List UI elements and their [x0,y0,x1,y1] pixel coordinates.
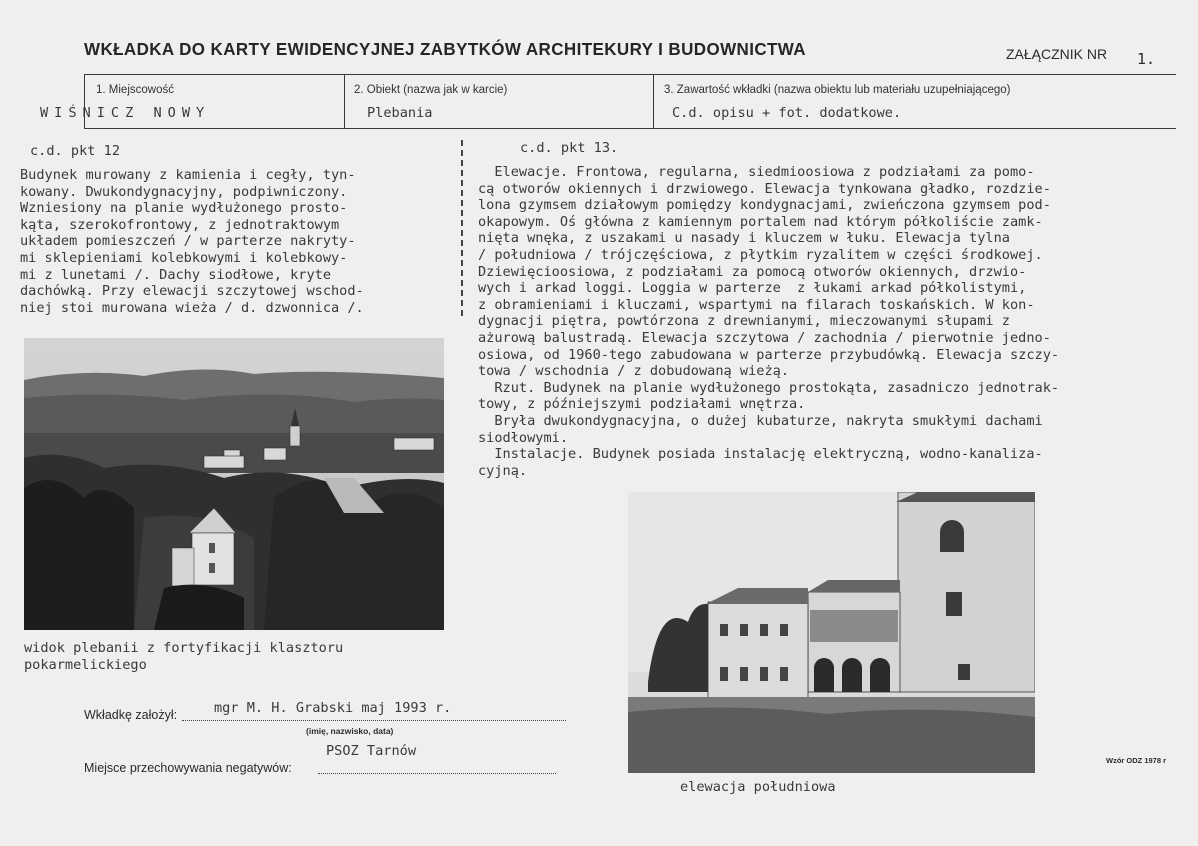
storage-value: PSOZ Tarnów [326,743,417,759]
header-top-rule [84,74,1176,75]
object-label: 2. Obiekt (nazwa jak w karcie) [354,84,508,96]
right-line: lona gzymsem działowym pomiędzy kondygnacjami, zwieńczona gzymsem pod- [478,197,1051,214]
left-line: niej stoi murowana wieża / d. dzwonnica /. [20,299,364,316]
locality-label: 1. Miejscowość [96,84,174,96]
left-line: Wzniesiony na planie wydłużonego prosto- [20,200,348,217]
storage-dotted-line [318,773,556,774]
right-line: Bryła dwukondygnacyjna, o dużej kubaturze, nakryta smukłymi dachami [478,412,1043,429]
column-divider-1 [344,74,345,128]
storage-label: Miejsce przechowywania negatywów: [84,761,292,775]
right-line: wych i arkad loggi. Loggia w parterze z łukami arkad półkolistymi, [478,280,1027,297]
left-line: mi z lunetami /. Dachy siodłowe, kryte [20,266,331,283]
town-view-caption-line1: widok plebanii z fortyfikacji klasztoru [24,640,344,656]
content-value: C.d. opisu + fot. dodatkowe. [672,105,902,121]
column-separator-dashed [461,140,463,316]
right-line: z obramieniami i kluczami, wspartymi na filarach toskańskich. W kon- [478,296,1035,313]
right-line: okapowym. Oś główna z kamiennym portalem nad którym półkoliście zamk- [478,213,1043,230]
right-description-block [478,164,1059,479]
right-line: cyjną. [478,462,528,479]
right-line: / południowa / trójczęściowa, z płytkim ryzalitem w części środkowej. [478,246,1043,263]
right-line: Elewacje. Frontowa, regularna, siedmioosiowa z podziałami za pomo- [478,164,1035,180]
right-line: nięta wnęka, z uszakami u nasady i kluczem w łuku. Elewacja tylna [478,230,1010,247]
founded-dotted-line [182,720,566,721]
object-value: Plebania [367,105,433,121]
left-line: dachówką. Przy elewacji szczytowej wschod- [20,283,364,300]
header-bottom-rule [84,128,1176,129]
right-line: siodłowymi. [478,429,569,446]
south-elevation-photo [628,492,1035,773]
left-line: kąta, szerokofrontowy, z jednotraktowym [20,216,340,233]
right-line: dygnacji piętra, powtórzona z drewnianymi, mieczowanymi słupami z [478,313,1010,330]
left-line: mi sklepieniami kolebkowymi i kolebkowy- [20,249,348,266]
template-note: Wzór ODZ 1978 r [1106,756,1167,765]
right-line: Instalacje. Budynek posiada instalację elektryczną, wodno-kanaliza- [478,446,1043,463]
column-divider-2 [653,74,654,128]
right-line: towy, z późniejszymi podziałami wnętrza. [478,396,806,413]
founded-note: (imię, nazwisko, data) [306,726,394,736]
right-line: towa / wschodnia / z dobudowaną wieżą. [478,363,789,380]
left-line: Budynek murowany z kamienia i cegły, tyn- [20,167,356,183]
right-line: cą otworów okiennych i drzwiowego. Elewacja tynkowana gładko, rozdzie- [478,180,1051,197]
right-line: Rzut. Budynek na planie wydłużonego prostokąta, zasadniczo jednotrak- [478,379,1060,396]
right-line: ażurową balustradą. Elewacja szczytowa / zachodnia / pierwotnie jedno- [478,329,1051,346]
south-elevation-caption: elewacja południowa [680,779,836,795]
left-section-heading: c.d. pkt 12 [30,143,121,159]
right-line: Dziewięcioosiowa, z podziałami za pomocą otworów okiennych, drzwio- [478,263,1027,280]
town-view-caption-line2: pokarmelickiego [24,657,147,673]
right-section-heading: c.d. pkt 13. [520,140,619,156]
right-line: osiowa, od 1960-tego zabudowana w parterze przybudówką. Elewacja szczy- [478,346,1060,363]
content-label: 3. Zawartość wkładki (nazwa obiektu lub materiału uzupełniającego) [664,84,1011,96]
attachment-label: ZAŁĄCZNIK NR [1006,46,1108,62]
left-line: układem pomieszczeń / w parterze nakryty- [20,233,356,250]
town-view-photo [24,338,444,630]
founded-value: mgr M. H. Grabski maj 1993 r. [214,700,452,716]
locality-value: WIŚNICZ NOWY [40,105,211,121]
left-description-block [20,167,364,316]
left-line: kowany. Dwukondygnacyjny, podpiwniczony. [20,183,348,200]
card-title: WKŁADKA DO KARTY EWIDENCYJNEJ ZABYTKÓW ARCHITEKURY I BUDOWNICTWA [84,39,806,60]
attachment-number: 1. [1137,50,1156,68]
founded-label: Wkładkę założył: [84,708,178,722]
